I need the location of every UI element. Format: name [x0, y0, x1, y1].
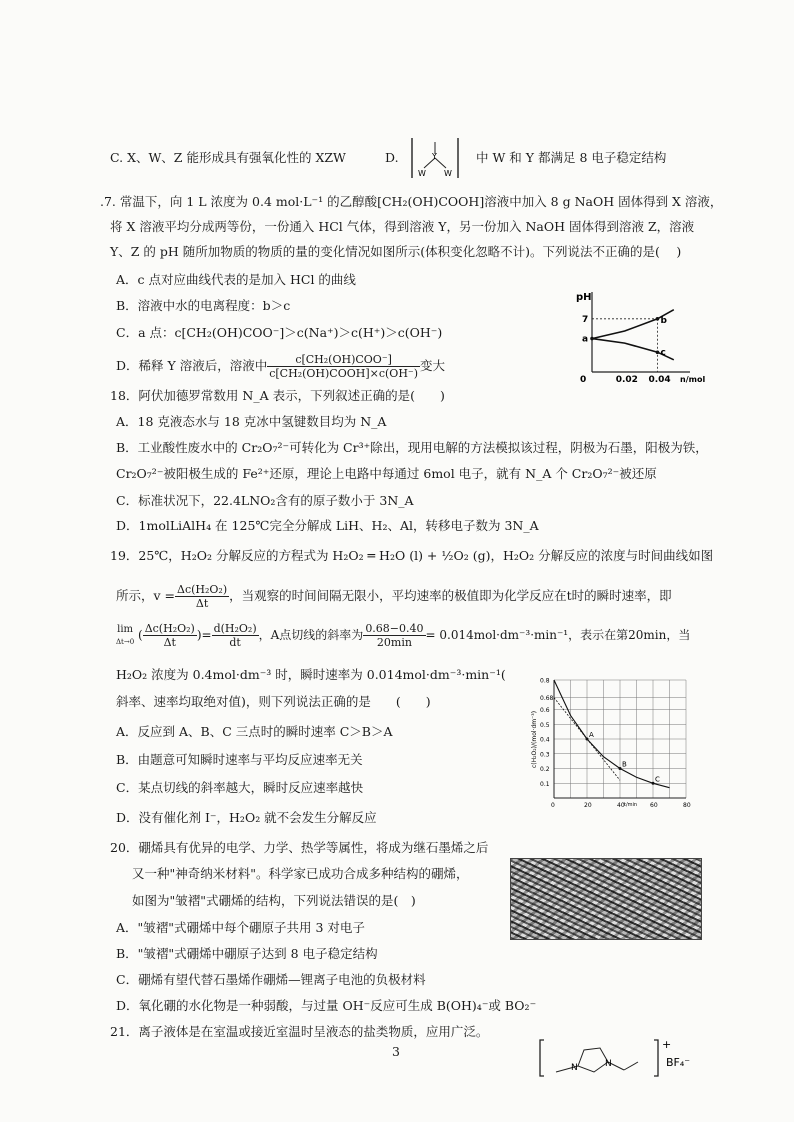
q20-stem-line2: 又一种"神奇纳米材料"。科学家已成功合成多种结构的硼烯， [132, 866, 469, 881]
q19-frac2-num: d(H₂O₂) [213, 622, 257, 635]
conc-x-tick: 40 [617, 802, 625, 809]
q21-stem: 21．离子液体是在室温或接近室温时呈液态的盐类物质，应用广泛。 [110, 1024, 489, 1039]
q20-option-a: A．"皱褶"式硼烯中每个硼原子共用 3 对电子 [116, 920, 365, 935]
q19-option-b: B．由题意可知瞬时速率与平均反应速率无关 [116, 752, 363, 767]
q19-line2-fraction [175, 583, 229, 610]
ph-point [656, 350, 660, 354]
q17-option-d-fraction [267, 353, 420, 380]
q19-lim [116, 623, 134, 649]
ph-point [590, 337, 594, 341]
conc-x-tick: 20 [584, 802, 592, 809]
q19-frac1-num: Δc(H₂O₂) [144, 622, 195, 635]
q21-ionic-liquid-structure [538, 1036, 698, 1080]
ph-y-label: pH [576, 292, 592, 303]
q19-frac2-den: dt [229, 636, 241, 649]
ph-point-label: b [660, 315, 667, 326]
q16-struct-y: Y [432, 152, 437, 161]
conc-y-tick: 0.68 [540, 695, 554, 703]
q18-option-a: A．18 克液态水与 18 克冰中氢键数目均为 N_A [116, 414, 387, 429]
q19-lim-word: lim [117, 623, 134, 635]
q18-option-c: C．标准状况下，22.4LNO₂含有的原子数小于 3N_A [116, 493, 414, 508]
conc-y-tick: 0.4 [540, 736, 550, 744]
q21-charge: + [662, 1038, 672, 1051]
q17-option-d-pre: D．稀释 Y 溶液后，溶液中 [116, 358, 268, 373]
q19-lim-sub: Δt→0 [116, 637, 135, 646]
q19-line2-post: ，当观察的时间间隔无限小，平均速率的极值即为化学反应在t时的瞬时速率，即 [229, 588, 672, 603]
conc-y-label: c(H₂O₂)/(mol·dm⁻³) [531, 710, 538, 768]
conc-x-tick: 0 [551, 802, 555, 809]
ph-y-tick: 7 [582, 314, 589, 325]
conc-x-tick: 60 [650, 802, 658, 809]
q20-stem-line1: 20．硼烯具有优异的电学、力学、热学等属性，将成为继石墨烯之后 [110, 840, 489, 855]
q19-line2-pre: 所示，v = [116, 588, 176, 603]
ph-x-label: n/mol [680, 375, 706, 384]
q17-option-d-den: c[CH₂(OH)COOH]×c(OH⁻) [269, 367, 419, 380]
ph-point-label: a [582, 334, 589, 345]
q17-option-a: A．c 点对应曲线代表的是加入 HCl 的曲线 [116, 272, 356, 287]
q19-frac1-den: Δt [163, 636, 176, 649]
conc-y-tick: 0.5 [540, 721, 550, 729]
q16-struct-w2: W [444, 169, 452, 178]
conc-point-label: B [622, 760, 627, 769]
q19-frac3-num: 0.68−0.40 [365, 622, 424, 635]
q19-option-c: C．某点切线的斜率越大，瞬时反应速率越快 [116, 780, 364, 795]
conc-y-tick: 0.2 [540, 766, 550, 773]
page-number: 3 [392, 1044, 400, 1059]
q21-n2: N [605, 1059, 612, 1069]
q16-option-d-text: 中 W 和 Y 都满足 8 电子稳定结构 [476, 150, 667, 165]
q17-stem-line1: .7. 常温下，向 1 L 浓度为 0.4 mol·L⁻¹ 的乙醇酸[CH₂(OH)COOH]溶液中加入 8 g NaOH 固体得到 X 溶液， [100, 194, 723, 209]
q19-concentration-chart [520, 668, 698, 816]
ph-x-tick: 0.04 [648, 375, 671, 385]
q19-option-a: A．反应到 A、B、C 三点时的瞬时速率 C＞B＞A [116, 724, 393, 739]
conc-curve [554, 680, 670, 788]
q20-option-d: D．氧化硼的水化物是一种弱酸，与过量 OH⁻反应可生成 B(OH)₄⁻或 BO₂⁻ [116, 998, 537, 1013]
q19-stem-line4: H₂O₂ 浓度为 0.4mol·dm⁻³ 时，瞬时速率为 0.014mol·dm⁻³·min⁻¹( [116, 667, 506, 682]
q19-frac2 [212, 622, 259, 649]
q19-stem-line2 [116, 582, 672, 610]
q17-stem-line3: Y、Z 的 pH 随所加物质的物质的量的变化情况如图所示(体积变化忽略不计)。下列说法不正确的是( ) [110, 244, 682, 259]
q16-option-d-label: D. [385, 150, 399, 165]
q18-option-d: D．1molLiAlH₄ 在 125℃完全分解成 LiH、H₂、Al，转移电子数为 3N_A [116, 518, 539, 533]
ph-point-label: c [660, 348, 666, 359]
q19-stem-line5: 斜率、速率均取绝对值)，则下列说法正确的是 ( ) [116, 694, 431, 709]
q19-line3-post: = 0.014mol·dm⁻³·min⁻¹，表示在第20min，当 [425, 628, 691, 642]
ph-x-tick: 0.02 [615, 375, 638, 385]
q20-stem-line3: 如图为"皱褶"式硼烯的结构，下列说法错误的是( ) [132, 893, 416, 908]
q20-option-b: B．"皱褶"式硼烯中硼原子达到 8 电子稳定结构 [116, 946, 378, 961]
conc-y-tick: 0.8 [540, 677, 550, 685]
ph-point [656, 317, 660, 321]
conc-point-label: A [589, 731, 594, 739]
q17-option-d [116, 352, 445, 380]
q17-option-d-post: 变大 [420, 358, 446, 373]
q17-option-d-num: c[CH₂(OH)COO⁻] [267, 353, 420, 367]
q20-option-c: C．硼烯有望代替石墨烯作硼烯—锂离子电池的负极材料 [116, 972, 426, 987]
q19-stem-line1: 19．25℃，H₂O₂ 分解反应的方程式为 H₂O₂ ═ H₂O (l) + ½O₂ (g)，H₂O₂ 分解反应的浓度与时间曲线如图 [110, 548, 714, 563]
q16-option-c: C. X、W、Z 能形成具有强氧化性的 XZW [110, 150, 346, 165]
q17-option-c: C．a 点：c[CH₂(OH)COO⁻]＞c(Na⁺)＞c(H⁺)＞c(OH⁻) [116, 325, 443, 340]
conc-x-tick: 80 [683, 802, 691, 809]
conc-point-label: C [655, 775, 660, 784]
q16-struct-w1: W [418, 169, 426, 178]
ph-x-tick: 0 [580, 375, 587, 385]
q19-frac3 [363, 622, 425, 649]
conc-y-tick: 0.3 [540, 751, 550, 759]
q17-ph-chart [572, 286, 706, 386]
q21-n1: N [571, 1063, 578, 1073]
q19-option-d: D．没有催化剂 I⁻，H₂O₂ 就不会发生分解反应 [116, 810, 377, 825]
q19-line2-den: Δt [195, 597, 209, 610]
q16-structure [410, 136, 460, 180]
conc-y-tick: 0.6 [540, 707, 550, 714]
q18-option-b-line1: B．工业酸性废水中的 Cr₂O₇²⁻可转化为 Cr³⁺除出，现用电解的方法模拟该过程，阴极为石墨，阳极为铁， [116, 440, 708, 455]
conc-y-tick: 0.1 [540, 780, 550, 788]
q17-stem-line2: 将 X 溶液平均分成两等份，一份通入 HCl 气体，得到溶液 Y，另一份加入 NaOH 固体得到溶液 Z，溶液 [110, 219, 695, 234]
q19-frac1 [143, 622, 197, 649]
q18-stem: 18．阿伏加德罗常数用 N_A 表示，下列叙述正确的是( ) [110, 388, 445, 403]
q19-frac3-den: 20min [376, 636, 412, 649]
borophene-structure-image [510, 858, 702, 940]
conc-x-label: t/min [624, 802, 638, 808]
q19-line3-mid: ，A点切线的斜率为 [258, 628, 364, 642]
q19-line2-num: Δc(H₂O₂) [177, 583, 228, 596]
q18-option-b-line2: Cr₂O₇²⁻被阳极生成的 Fe²⁺还原，理论上电路中每通过 6mol 电子，就有 N_A 个 Cr₂O₇²⁻被还原 [116, 466, 657, 481]
q21-anion: BF₄⁻ [666, 1056, 691, 1069]
q17-option-b: B．溶液中水的电离程度：b＞c [116, 298, 291, 313]
q19-stem-line3: lim Δt→0 ( $\frac{\text{Δc(H₂O₂)}}{\Delta t}$ )= $\frac{\text{d(H₂O₂)}}{dt}$ ，A点切线的斜率为 $\frac{0.68-0.40}{20\min}$ = 0.014mol·dm⁻³·min⁻¹，表示在第20min，当 [116, 622, 691, 649]
